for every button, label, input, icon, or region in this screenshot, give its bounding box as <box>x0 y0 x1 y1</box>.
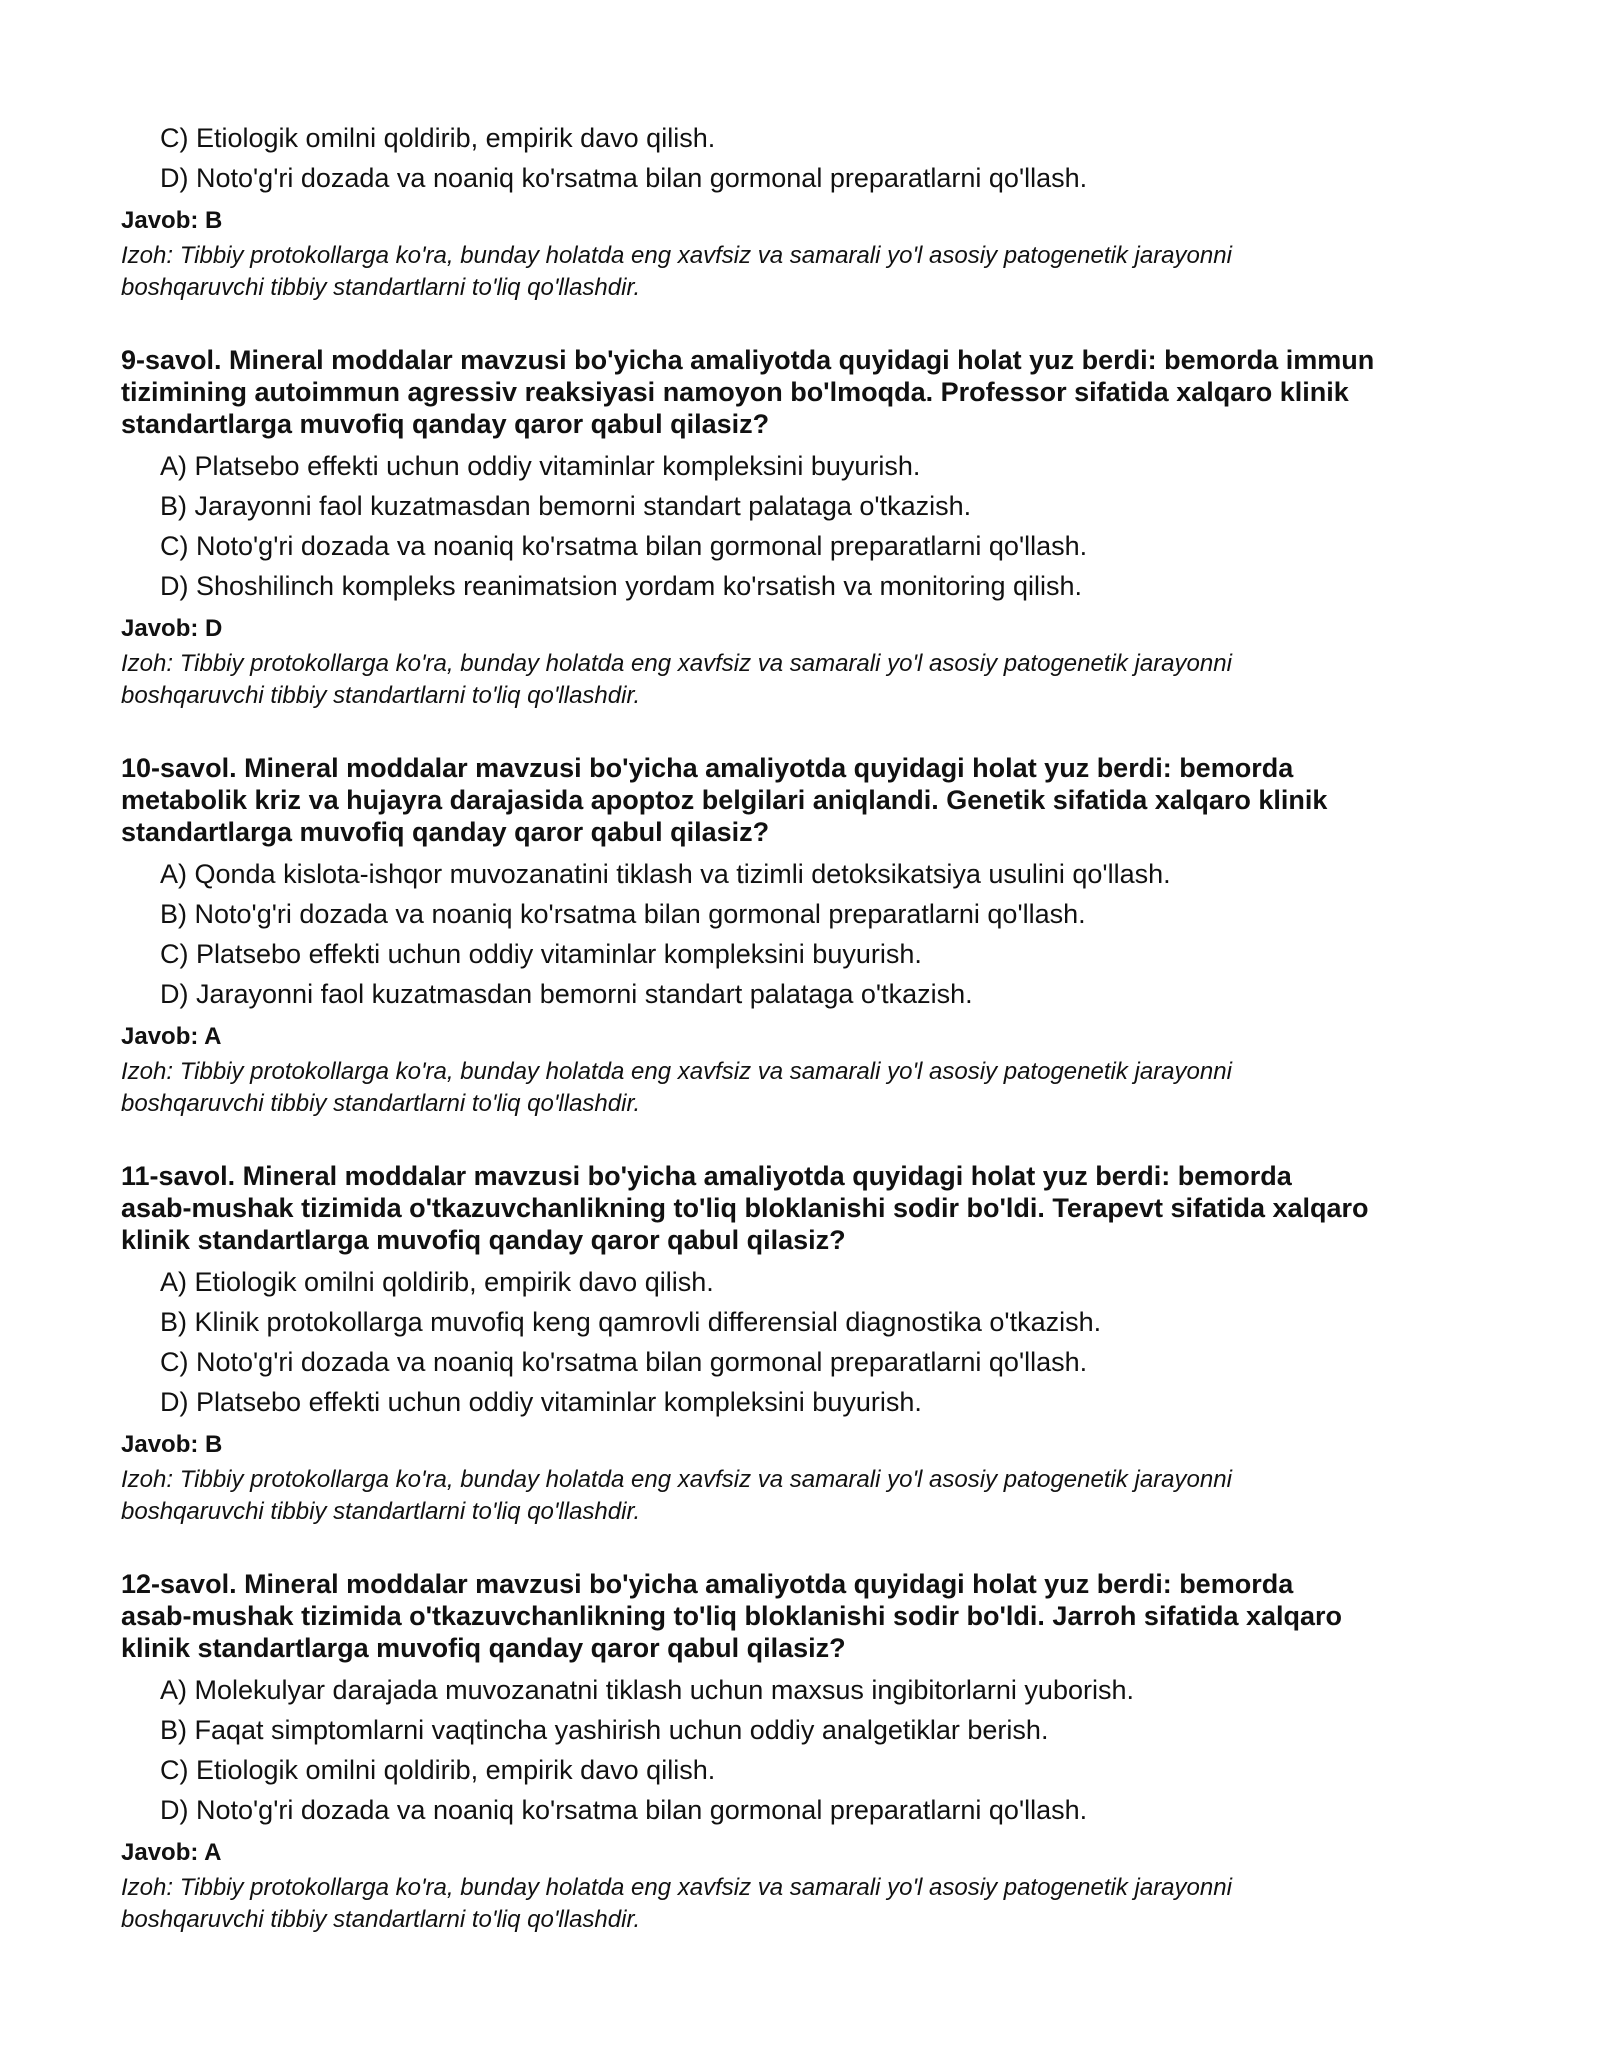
question-line: asab-mushak tizimida o'tkazuvchanlikning to'liq bloklanishi sodir bo'ldi. Terapevt sifatida xalqaro <box>121 1193 1369 1223</box>
option-c: C) Etiologik omilni qoldirib, empirik davo qilish. <box>160 123 716 153</box>
question-line: asab-mushak tizimida o'tkazuvchanlikning to'liq bloklanishi sodir bo'ldi. Jarroh sifatida xalqaro <box>121 1601 1342 1631</box>
option-d: D) Shoshilinch kompleks reanimatsion yordam ko'rsatish va monitoring qilish. <box>160 571 1083 601</box>
option-d: D) Platsebo effekti uchun oddiy vitaminlar kompleksini buyurish. <box>160 1387 922 1417</box>
answer-label: Javob: D <box>121 615 223 642</box>
option-c: C) Noto'g'ri dozada va noaniq ko'rsatma bilan gormonal preparatlarni qo'llash. <box>160 1347 1088 1377</box>
option-a: A) Molekulyar darajada muvozanatni tiklash uchun maxsus ingibitorlarni yuborish. <box>160 1675 1134 1705</box>
question-line: standartlarga muvofiq qanday qaror qabul qilasiz? <box>121 409 770 439</box>
explanation-note <box>121 648 1421 712</box>
explanation-line: boshqaruvchi tibbiy standartlarni to'liq qo'llashdir. <box>121 274 641 301</box>
question-line: standartlarga muvofiq qanday qaror qabul qilasiz? <box>121 817 770 847</box>
answer-label: Javob: B <box>121 1431 223 1458</box>
explanation-line: boshqaruvchi tibbiy standartlarni to'liq qo'llashdir. <box>121 1498 641 1525</box>
question-block-10 <box>121 752 1501 1120</box>
answer-label: Javob: B <box>121 207 223 234</box>
option-b: B) Noto'g'ri dozada va noaniq ko'rsatma bilan gormonal preparatlarni qo'llash. <box>160 899 1086 929</box>
question-block-11 <box>121 1160 1501 1528</box>
option-a: A) Qonda kislota-ishqor muvozanatini tiklash va tizimli detoksikatsiya usulini qo'llash. <box>160 859 1171 889</box>
question-line: 9-savol. Mineral moddalar mavzusi bo'yicha amaliyotda quyidagi holat yuz berdi: bemorda immun <box>121 345 1375 375</box>
question-block-9 <box>121 344 1501 712</box>
question-text <box>121 752 1501 848</box>
option-d: D) Jarayonni faol kuzatmasdan bemorni standart palataga o'tkazish. <box>160 979 973 1009</box>
explanation-note <box>121 240 1421 304</box>
explanation-line: boshqaruvchi tibbiy standartlarni to'liq qo'llashdir. <box>121 1090 641 1117</box>
option-b: B) Klinik protokollarga muvofiq keng qamrovli differensial diagnostika o'tkazish. <box>160 1307 1102 1337</box>
question-line: metabolik kriz va hujayra darajasida apoptoz belgilari aniqlandi. Genetik sifatida xalqaro klinik <box>121 785 1328 815</box>
question-line: klinik standartlarga muvofiq qanday qaror qabul qilasiz? <box>121 1633 846 1663</box>
option-c: C) Platsebo effekti uchun oddiy vitaminlar kompleksini buyurish. <box>160 939 922 969</box>
explanation-line: Izoh: Tibbiy protokollarga ko'ra, bunday holatda eng xavfsiz va samarali yo'l asosiy patogenetik jarayonni <box>121 1466 1232 1493</box>
option-d: D) Noto'g'ri dozada va noaniq ko'rsatma bilan gormonal preparatlarni qo'llash. <box>160 163 1088 193</box>
explanation-note <box>121 1464 1421 1528</box>
option-d: D) Noto'g'ri dozada va noaniq ko'rsatma bilan gormonal preparatlarni qo'llash. <box>160 1795 1088 1825</box>
explanation-line: Izoh: Tibbiy protokollarga ko'ra, bunday holatda eng xavfsiz va samarali yo'l asosiy patogenetik jarayonni <box>121 650 1232 677</box>
question-line: 11-savol. Mineral moddalar mavzusi bo'yicha amaliyotda quyidagi holat yuz berdi: bemorda <box>121 1161 1292 1191</box>
question-text <box>121 1568 1501 1664</box>
question-line: 12-savol. Mineral moddalar mavzusi bo'yicha amaliyotda quyidagi holat yuz berdi: bemorda <box>121 1569 1294 1599</box>
explanation-line: Izoh: Tibbiy protokollarga ko'ra, bunday holatda eng xavfsiz va samarali yo'l asosiy patogenetik jarayonni <box>121 1058 1232 1085</box>
document-page <box>121 118 1501 1936</box>
question-line: tizimining autoimmun agressiv reaksiyasi namoyon bo'lmoqda. Professor sifatida xalqaro klinik <box>121 377 1349 407</box>
question-line: 10-savol. Mineral moddalar mavzusi bo'yicha amaliyotda quyidagi holat yuz berdi: bemorda <box>121 753 1294 783</box>
option-b: B) Jarayonni faol kuzatmasdan bemorni standart palataga o'tkazish. <box>160 491 972 521</box>
explanation-line: Izoh: Tibbiy protokollarga ko'ra, bunday holatda eng xavfsiz va samarali yo'l asosiy patogenetik jarayonni <box>121 242 1232 269</box>
explanation-line: boshqaruvchi tibbiy standartlarni to'liq qo'llashdir. <box>121 682 641 709</box>
option-a: A) Platsebo effekti uchun oddiy vitaminlar kompleksini buyurish. <box>160 451 921 481</box>
explanation-line: boshqaruvchi tibbiy standartlarni to'liq qo'llashdir. <box>121 1906 641 1933</box>
previous-question-tail <box>121 118 1501 304</box>
explanation-note <box>121 1872 1421 1936</box>
option-b: B) Faqat simptomlarni vaqtincha yashirish uchun oddiy analgetiklar berish. <box>160 1715 1049 1745</box>
question-text <box>121 1160 1501 1256</box>
explanation-note <box>121 1056 1421 1120</box>
option-a: A) Etiologik omilni qoldirib, empirik davo qilish. <box>160 1267 714 1297</box>
question-line: klinik standartlarga muvofiq qanday qaror qabul qilasiz? <box>121 1225 846 1255</box>
question-block-12 <box>121 1568 1501 1936</box>
question-text <box>121 344 1501 440</box>
option-c: C) Etiologik omilni qoldirib, empirik davo qilish. <box>160 1755 716 1785</box>
explanation-line: Izoh: Tibbiy protokollarga ko'ra, bunday holatda eng xavfsiz va samarali yo'l asosiy patogenetik jarayonni <box>121 1874 1232 1901</box>
answer-label: Javob: A <box>121 1839 222 1866</box>
option-c: C) Noto'g'ri dozada va noaniq ko'rsatma bilan gormonal preparatlarni qo'llash. <box>160 531 1088 561</box>
answer-label: Javob: A <box>121 1023 222 1050</box>
